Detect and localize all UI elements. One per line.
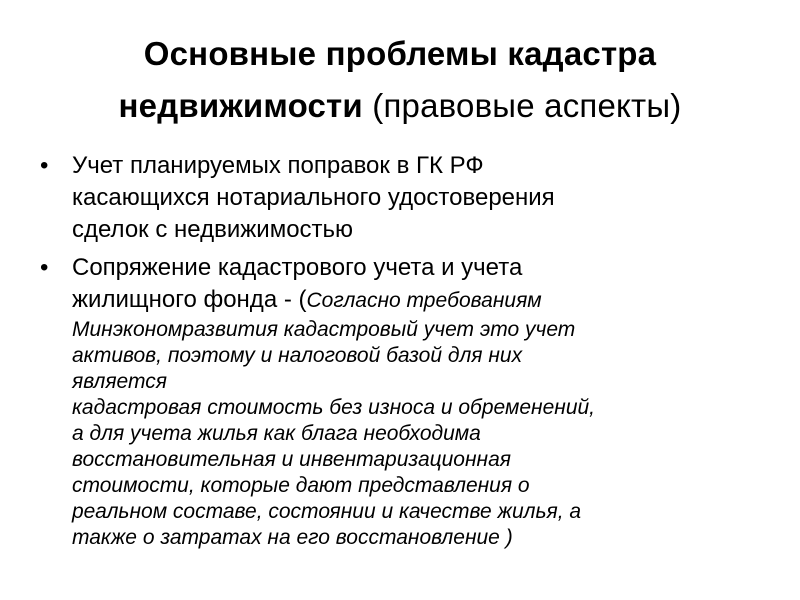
title-line-2-normal: правовые аспекты xyxy=(383,87,671,124)
bullet-icon: • xyxy=(40,254,49,281)
bullet-2-line-2-text: жилищного фонда - ( xyxy=(72,286,307,313)
title-line-1: Основные проблемы кадастра xyxy=(143,35,657,72)
bullet-item-2 xyxy=(38,252,758,551)
bullet-2-note-first: Согласно требованиям xyxy=(306,289,542,312)
slide-title xyxy=(20,28,780,132)
bullet-2-note-line-6: восстановительная и инвентаризационная xyxy=(72,448,512,471)
bullet-2-note-line-3: является xyxy=(72,370,167,393)
bullet-2-line-2 xyxy=(72,284,758,317)
bullet-2-note-line-2: активов, поэтому и налоговой базой для них xyxy=(72,344,523,367)
bullet-2-line-1: Сопряжение кадастрового учета и учета xyxy=(72,254,523,281)
bullet-1-line-2: касающихся нотариального удостоверения xyxy=(72,184,555,211)
title-bracket-close: ) xyxy=(670,87,682,124)
bullet-2-note-line-4: кадастровая стоимость без износа и обременений, xyxy=(72,396,596,419)
bullet-2-note-line-8: реальном составе, состоянии и качестве жилья, а xyxy=(72,500,582,523)
bullet-2-note-line-1: Минэкономразвития кадастровый учет это учет xyxy=(72,318,576,341)
bullet-1-line-1: Учет планируемых поправок в ГК РФ xyxy=(72,152,484,179)
title-line-2-bold: недвижимости xyxy=(118,87,373,124)
title-line-2 xyxy=(20,80,780,132)
bullet-2-note-line-5: а для учета жилья как блага необходима xyxy=(72,422,481,445)
bullet-2-note-line-7: стоимости, которые дают представления о xyxy=(72,474,530,497)
bullet-1-line-3: сделок с недвижимостью xyxy=(72,216,354,243)
bullet-2-note-line-9: также о затратах на его восстановление ) xyxy=(72,526,513,549)
bullet-list xyxy=(38,150,758,551)
bullet-icon: • xyxy=(40,152,49,179)
bullet-item-1 xyxy=(38,150,758,246)
title-bracket-open: ( xyxy=(372,87,384,124)
